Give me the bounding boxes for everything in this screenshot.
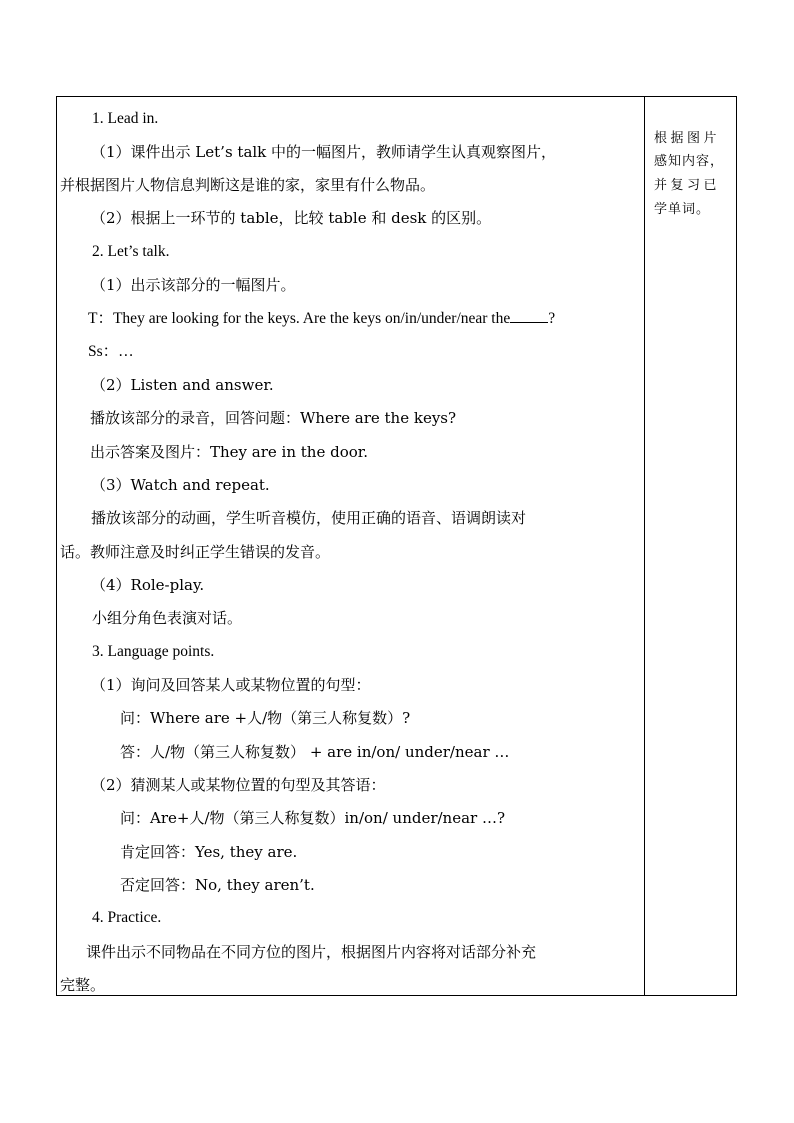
text-line: 问：Where are +人/物（第三人称复数）? xyxy=(120,709,411,727)
text-line: 肯定回答：Yes, they are. xyxy=(120,843,298,861)
text-line: 小组分角色表演对话。 xyxy=(92,609,243,627)
text-line: 出示答案及图片：They are in the door. xyxy=(90,443,369,461)
fill-blank xyxy=(510,308,548,323)
text-line: 话。教师注意及时纠正学生错误的发音。 xyxy=(60,543,331,561)
text-line: 课件出示不同物品在不同方位的图片，根据图片内容将对话部分补充 xyxy=(86,943,537,961)
text-line: 播放该部分的动画，学生听音模仿，使用正确的语音、语调朗读对 xyxy=(91,509,527,527)
text-line: （3）Watch and repeat. xyxy=(91,476,270,494)
text-line: （2）猜测某人或某物位置的句型及其答语： xyxy=(91,776,386,794)
text-line: （4）Role-play. xyxy=(91,576,205,594)
text-line: （2）根据上一环节的 table，比较 table 和 desk 的区别。 xyxy=(91,209,492,227)
question-mark: ? xyxy=(548,310,556,327)
text-line: 并根据图片人物信息判断这是谁的家，家里有什么物品。 xyxy=(60,176,436,194)
text-line: （1）课件出示 Let’s talk 中的一幅图片，教师请学生认真观察图片， xyxy=(91,143,557,161)
note-line: 感知内容， xyxy=(654,154,725,169)
text-line: 播放该部分的录音，回答问题：Where are the keys? xyxy=(90,409,457,427)
dialogue-line-teacher xyxy=(88,308,555,329)
text-line: 问：Are+人/物（第三人称复数）in/on/ under/near …? xyxy=(120,809,506,827)
dialogue-text: T：They are looking for the keys. Are the keys on/in/under/near the xyxy=(88,310,511,327)
dialogue-line-students: Ss：… xyxy=(88,343,134,360)
text-line: 否定回答：No, they aren’t. xyxy=(120,876,315,894)
section-practice-heading: 4. Practice. xyxy=(92,909,162,926)
note-line: 根据图片 xyxy=(654,131,721,146)
section-language-points-heading: 3. Language points. xyxy=(92,643,215,660)
text-line: 完整。 xyxy=(60,976,106,994)
text-line: 答：人/物（第三人称复数） + are in/on/ under/near … xyxy=(120,743,510,761)
section-lets-talk-heading: 2. Let’s talk. xyxy=(92,243,170,260)
note-line: 并复习已 xyxy=(654,178,721,193)
section-lead-in-heading: 1. Lead in. xyxy=(92,110,159,127)
text-line: （2）Listen and answer. xyxy=(91,376,274,394)
design-intent-cell xyxy=(645,97,736,995)
note-line: 学单词。 xyxy=(654,202,711,217)
text-line: （1）询问及回答某人或某物位置的句型： xyxy=(91,676,371,694)
text-line: （1）出示该部分的一幅图片。 xyxy=(91,276,296,294)
lesson-table xyxy=(56,96,737,996)
teaching-process-cell xyxy=(57,97,645,995)
